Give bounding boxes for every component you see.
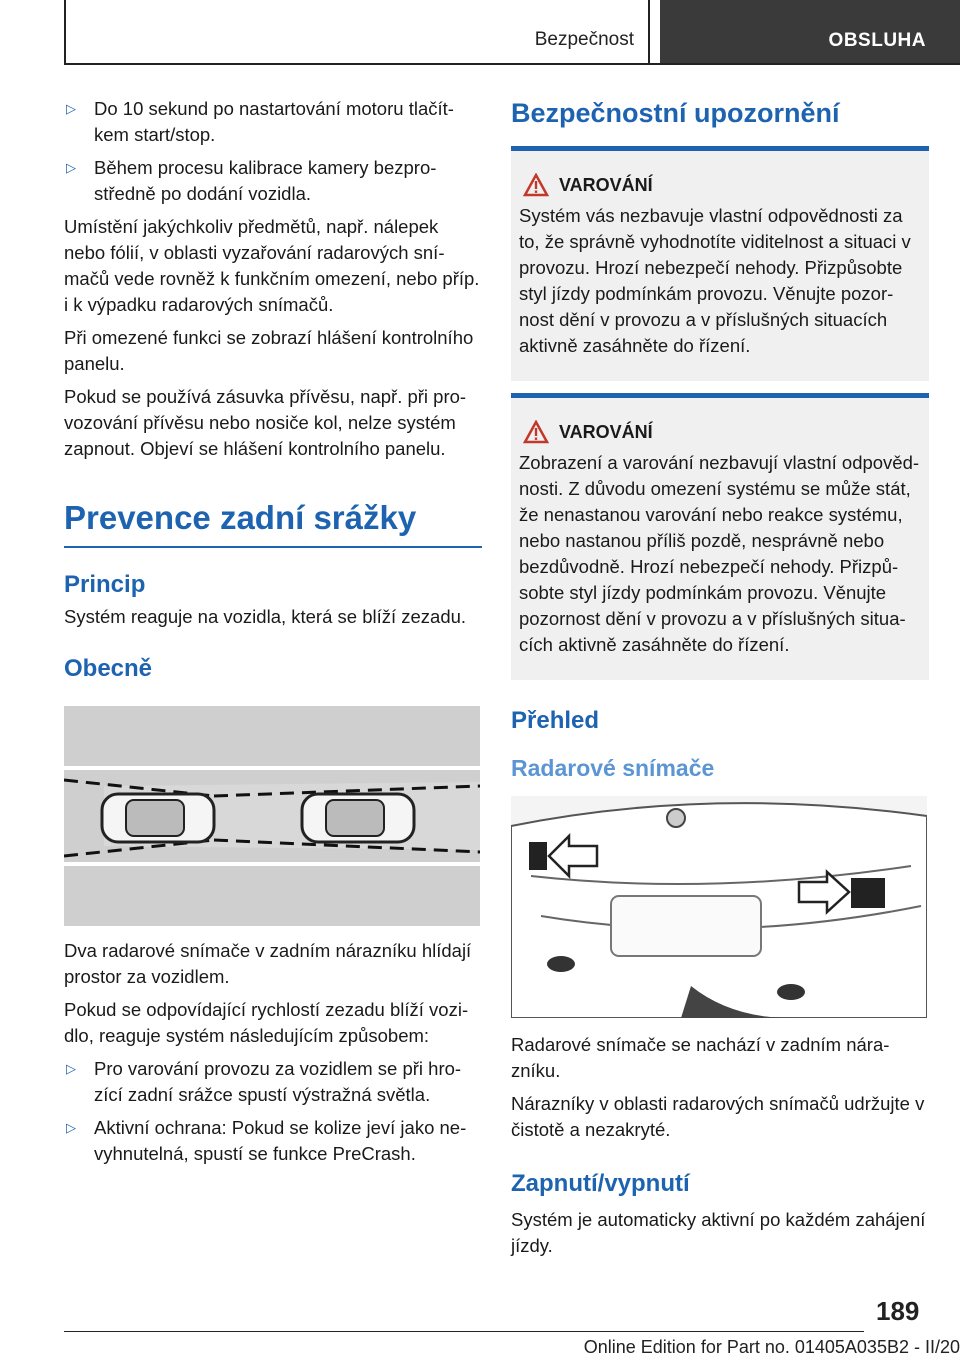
paragraph: Umístění jakýchkoliv předmětů, např. nálepek nebo fólií, v oblasti vyzařování radarových snímačů vede rovněž k funkčním omezení, nebo příp. i k výpadku radarových snímačů.	[64, 216, 480, 315]
warning-box	[511, 393, 929, 680]
principle-heading: Princip	[64, 571, 146, 598]
onoff-heading: Zapnutí/vypnutí	[511, 1170, 690, 1197]
chapter-heading: Prevence zadní srážky	[64, 498, 482, 548]
header-section-box	[66, 0, 650, 63]
header-section-title: Bezpečnost	[534, 29, 634, 50]
list-item: ▷ Během procesu kalibrace kamery bezprostředně po dodání vozidla.	[66, 157, 437, 204]
warning-text: Systém vás nezbavuje vlastní odpovědnosti za to, že správně vyhodnotíte viditelnost a situaci v provozu. Hrozí nebezpečí nehody. Přizpůsobte styl jízdy podmínkám provozu. Věnujte pozornost dění v provozu a v příslušných situacích aktivně zasáhněte do řízení.	[519, 205, 911, 356]
paragraph: Při omezené funkci se zobrazí hlášení kontrolního panelu.	[64, 327, 474, 374]
footer-rule	[64, 1331, 864, 1332]
header-rule	[64, 63, 960, 65]
car-right-icon	[302, 794, 414, 842]
triangle-bullet-icon: ▷	[66, 160, 76, 175]
warning-triangle-icon	[523, 420, 549, 444]
warning-triangle-icon	[523, 173, 549, 197]
paragraph: Systém je automaticky aktivní po každém zahájení jízdy.	[511, 1209, 926, 1256]
warning-box	[511, 151, 929, 381]
page-number: 189	[876, 1296, 920, 1326]
principle-text: Systém reaguje na vozidla, která se blíží zezadu.	[64, 606, 467, 627]
warning-spacer	[511, 381, 929, 393]
radar-sensor-right-icon	[851, 878, 885, 908]
radar-sensor-image	[511, 796, 927, 1018]
paragraph: Nárazníky v oblasti radarových snímačů udržujte v čistotě a nezakryté.	[511, 1093, 925, 1140]
safety-heading: Bezpečnostní upozornění	[511, 96, 929, 151]
paragraph: Dva radarové snímače v zadním nárazníku hlídají prostor za vozidlem.	[64, 940, 472, 987]
road-cars-illustration-icon	[64, 706, 480, 926]
overview-heading: Přehled	[511, 707, 600, 734]
right-column	[511, 96, 929, 1266]
car-left-icon	[102, 794, 214, 842]
paragraph: Pokud se používá zásuvka přívěsu, např. při provozování přívěsu nebo nosiče kol, nelze systém zapnout. Objeví se hlášení kontrolního panelu.	[64, 386, 467, 459]
header-chapter-tab	[660, 0, 960, 64]
radar-sensor-left-icon	[529, 842, 547, 870]
rear-collision-diagram	[64, 706, 480, 926]
paragraph: Pokud se odpovídající rychlostí zezadu blíží vozidlo, reaguje systém následujícím způsobem:	[64, 999, 469, 1046]
warning-title: VAROVÁNÍ	[559, 420, 921, 444]
list-item: ▷ Aktivní ochrana: Pokud se kolize jeví jako nevyhnutelná, spustí se funkce PreCrash.	[66, 1117, 467, 1164]
paragraph: Radarové snímače se nachází v zadním nárazníku.	[511, 1034, 890, 1081]
triangle-bullet-icon: ▷	[66, 1120, 76, 1135]
header-chapter-title: OBSLUHA	[828, 30, 926, 51]
warning-title: VAROVÁNÍ	[559, 173, 921, 197]
radar-heading: Radarové snímače	[511, 755, 715, 781]
list-item: ▷ Do 10 sekund po nastartování motoru tlačítkem start/stop.	[66, 98, 454, 145]
left-column	[64, 96, 482, 1174]
general-heading: Obecně	[64, 655, 153, 682]
warning-text: Zobrazení a varování nezbavují vlastní odpovědnosti. Z důvodu omezení systému se může stát, že nenastanou varování nebo reakce systému, nebo nastanou příliš pozdě, nesprávně nebo bezdůvodně. Hrozí nebezpečí nehody. Přizpůsobte styl jízdy podmínkám provozu. Věnujte pozornost dění v provozu a v příslušných situacích aktivně zasáhněte do řízení.	[519, 452, 920, 655]
triangle-bullet-icon: ▷	[66, 1061, 76, 1076]
triangle-bullet-icon: ▷	[66, 101, 76, 116]
car-rear-illustration-icon	[511, 796, 927, 1018]
edition-text: Online Edition for Part no. 01405A035B2 - II/20	[583, 1337, 960, 1357]
list-item: ▷ Pro varování provozu za vozidlem se při hrozící zadní srážce spustí výstražná světla.	[66, 1058, 462, 1105]
